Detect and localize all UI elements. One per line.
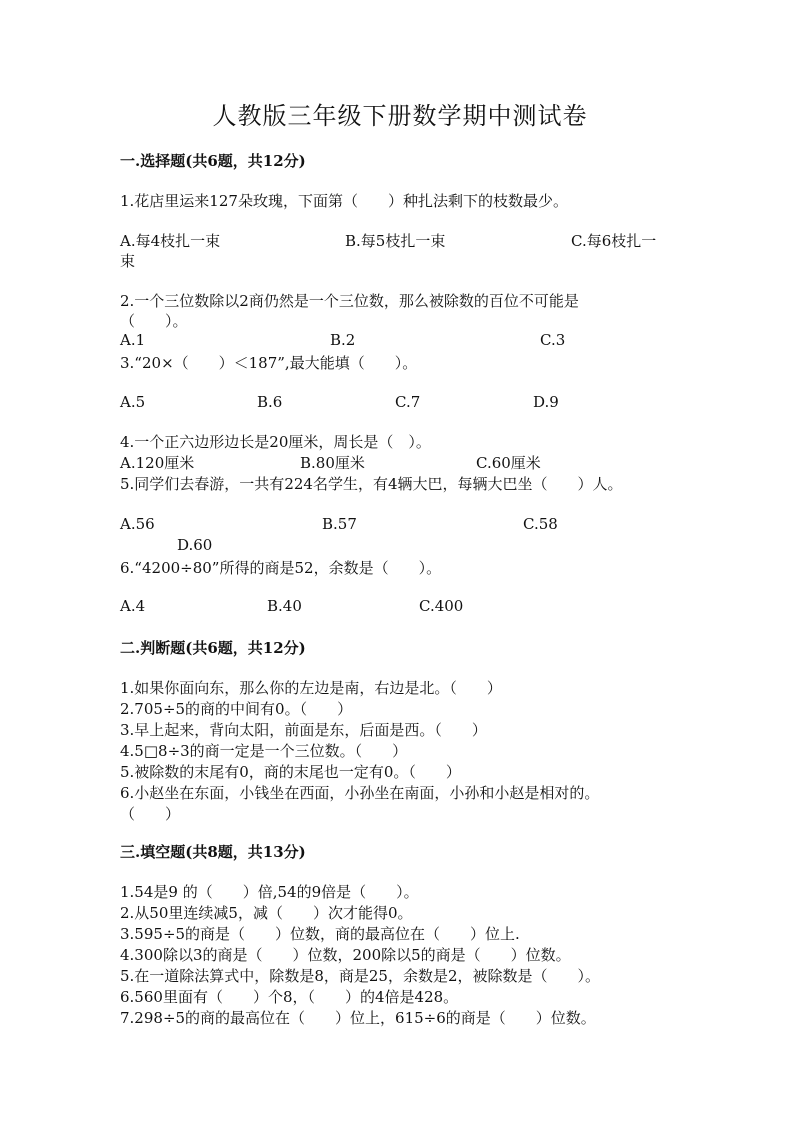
q5-option-a: A.56 [120,515,155,533]
exam-title: 人教版三年级下册数学期中测试卷 [212,102,588,130]
q2-option-c: C.3 [540,331,566,349]
judge-item-2: 2.705÷5的商的中间有0。（ ） [120,700,353,718]
question-1-4: 4.一个正六边形边长是20厘米，周长是（ ）。 [120,433,431,451]
question-1-6: 6.“4200÷80”所得的商是52，余数是（ ）。 [120,559,442,577]
q4-option-b: B.80厘米 [300,454,365,472]
q1-option-b: B.每5枝扎一束 [345,232,446,250]
q1-option-a: A.每4枝扎一束 [120,232,221,250]
question-1-2-cont: （ ）。 [120,312,188,330]
q2-option-b: B.2 [330,331,356,349]
question-1-3: 3.“20×（ ）＜187”,最大能填（ ）。 [120,354,418,372]
q3-option-b: B.6 [257,393,283,411]
q6-option-b: B.40 [267,597,302,615]
question-1-5: 5.同学们去春游，一共有224名学生，有4辆大巴，每辆大巴坐（ ）人。 [120,475,623,493]
fill-item-3: 3.595÷5的商是（ ）位数，商的最高位在（ ）位上. [120,925,520,943]
q3-option-d: D.9 [533,393,559,411]
q5-option-d: D.60 [177,536,213,554]
judge-item-6-cont: （ ） [120,805,181,823]
fill-item-7: 7.298÷5的商的最高位在（ ）位上，615÷6的商是（ ）位数。 [120,1009,596,1027]
judge-item-1: 1.如果你面向东，那么你的左边是南，右边是北。（ ） [120,679,502,697]
q1-option-c-wrap: 束 [120,252,136,270]
q3-option-c: C.7 [395,393,421,411]
q3-option-a: A.5 [120,393,146,411]
question-1-1: 1.花店里运来127朵玫瑰，下面第（ ）种扎法剩下的枝数最少。 [120,192,568,210]
judge-item-5: 5.被除数的末尾有0，商的末尾也一定有0。（ ） [120,763,461,781]
fill-item-6: 6.560里面有（ ）个8，（ ）的4倍是428。 [120,988,459,1006]
section-3-heading: 三.填空题(共8题，共13分) [120,843,306,861]
section-1-heading: 一.选择题(共6题，共12分) [120,152,306,170]
q5-option-b: B.57 [322,515,357,533]
q4-option-a: A.120厘米 [120,454,195,472]
q1-option-c: C.每6枝扎一 [571,232,657,250]
judge-item-6: 6.小赵坐在东面，小钱坐在西面，小孙坐在南面，小孙和小赵是相对的。 [120,784,600,802]
fill-item-1: 1.54是9 的（ ）倍,54的9倍是（ ）。 [120,883,419,901]
section-2-heading: 二.判断题(共6题，共12分) [120,639,306,657]
q2-option-a: A.1 [120,331,146,349]
question-1-2: 2.一个三位数除以2商仍然是一个三位数，那么被除数的百位不可能是 [120,292,579,310]
q6-option-a: A.4 [120,597,146,615]
q6-option-c: C.400 [419,597,464,615]
q4-option-c: C.60厘米 [476,454,541,472]
fill-item-5: 5.在一道除法算式中，除数是8，商是25，余数是2，被除数是（ ）。 [120,967,600,985]
q5-option-c: C.58 [523,515,558,533]
judge-item-4: 4.5□8÷3的商一定是一个三位数。（ ） [120,742,408,760]
judge-item-3: 3.早上起来，背向太阳，前面是东，后面是西。（ ） [120,721,487,739]
fill-item-2: 2.从50里连续减5，减（ ）次才能得0。 [120,904,413,922]
fill-item-4: 4.300除以3的商是（ ）位数，200除以5的商是（ ）位数。 [120,946,571,964]
